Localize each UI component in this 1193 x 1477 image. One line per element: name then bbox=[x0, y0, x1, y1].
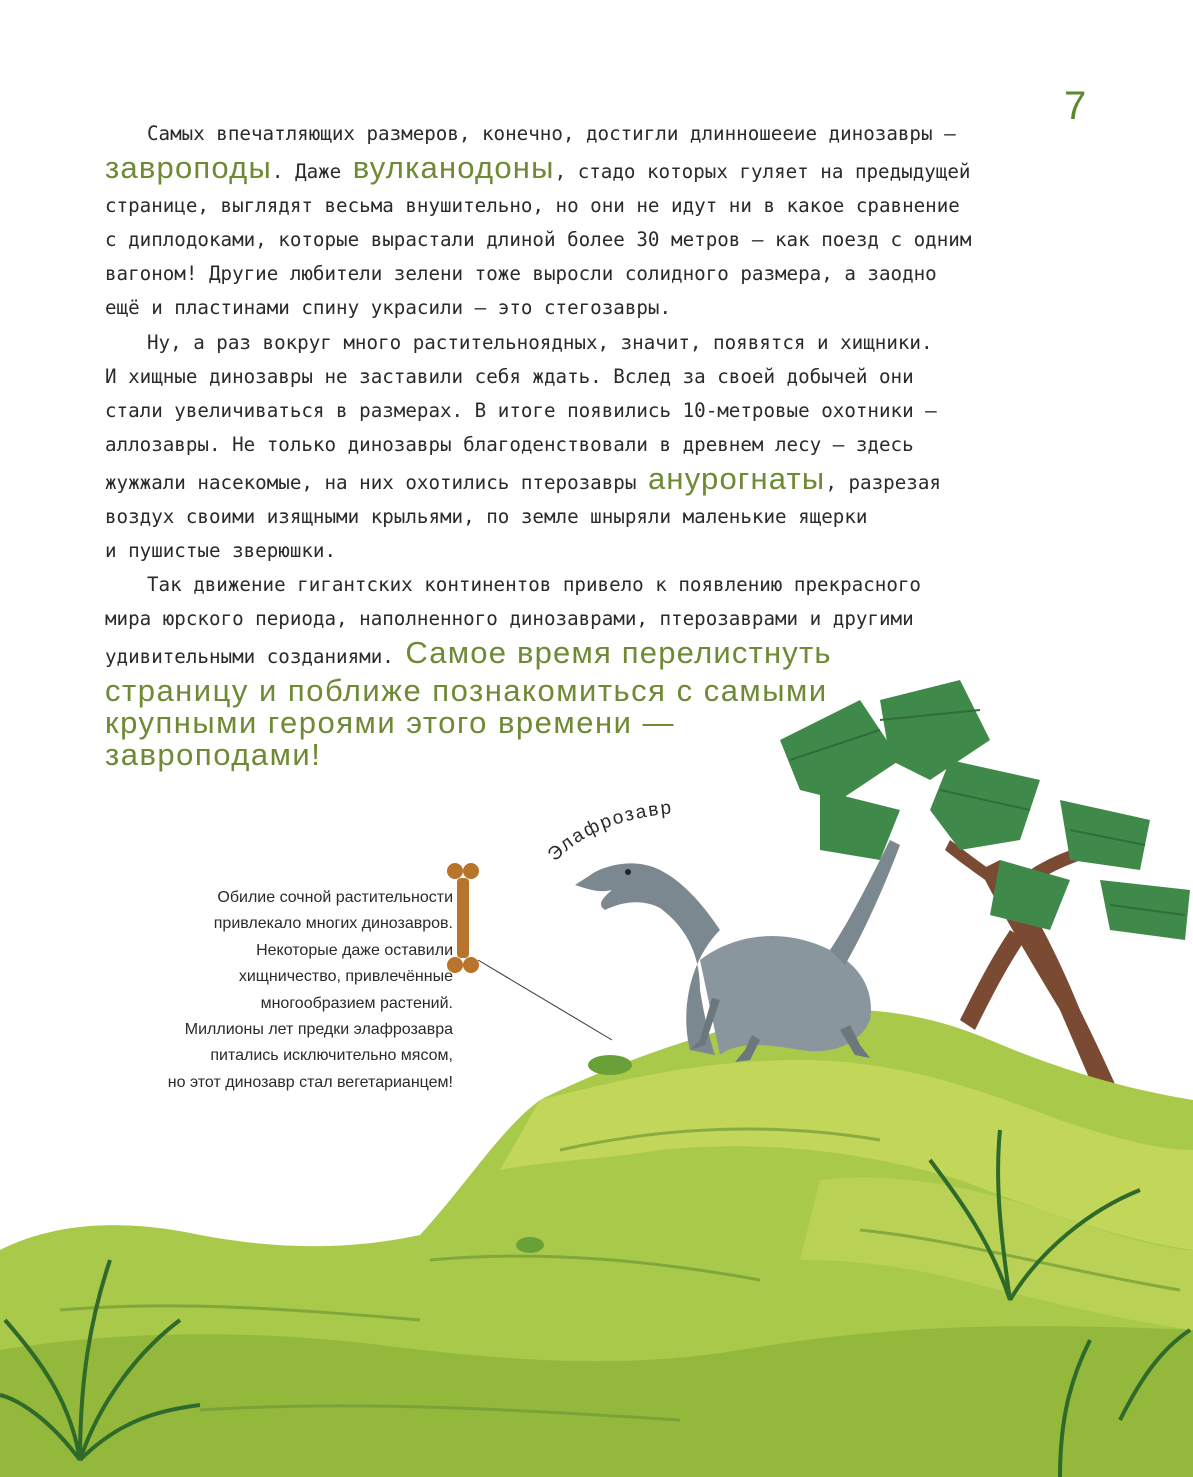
elaphrosaurus-figure bbox=[575, 840, 900, 1062]
text-line: вагоном! Другие любители зелени тоже выросли солидного размера, а заодно bbox=[105, 262, 937, 286]
text-line: Ну, а раз вокруг много растительноядных, значит, появятся и хищники. bbox=[147, 330, 933, 354]
paragraph-3 bbox=[105, 568, 1105, 674]
caption-pointer-line bbox=[478, 960, 612, 1040]
finale-callout bbox=[105, 672, 1105, 772]
caption-line: привлекало многих динозавров. bbox=[213, 915, 453, 933]
highlight-term: Самое время перелистнуть bbox=[405, 635, 832, 671]
highlight-term: вулканодоны bbox=[352, 150, 555, 186]
text-fragment: , стадо которых гуляет на предыдущей bbox=[554, 160, 971, 184]
text-fragment: . Даже bbox=[271, 160, 353, 184]
text-line: странице, выглядят весьма внушительно, но они не идут ни в какое сравнение bbox=[105, 194, 960, 218]
caption-line: но этот динозавр стал вегетарианцем! bbox=[167, 1073, 453, 1091]
caption-line: Некоторые даже оставили bbox=[256, 941, 453, 959]
finale-line: страницу и поближе познакомиться с самыми bbox=[105, 672, 828, 708]
highlight-term: анурогнаты bbox=[647, 460, 826, 496]
body-text bbox=[105, 117, 1105, 771]
caption-line: питались исключительно мясом, bbox=[210, 1047, 453, 1065]
text-line: аллозавры. Не только динозавры благоденствовали в древнем лесу — здесь bbox=[105, 432, 914, 456]
text-line: Так движение гигантских континентов привело к появлению прекрасного bbox=[147, 573, 921, 597]
text-line: с диплодоками, которые вырастали длиной более 30 метров — как поезд с одним bbox=[105, 228, 972, 252]
text-line: и пушистые зверюшки. bbox=[105, 539, 337, 563]
dino-label: Элафрозавр bbox=[543, 797, 675, 866]
paragraph-2 bbox=[105, 326, 1105, 569]
highlight-term: завроподы bbox=[105, 150, 272, 186]
text-line: стали увеличиваться в размерах. В итоге появились 10-метровые охотники — bbox=[105, 398, 937, 422]
caption-line: Миллионы лет предки элафрозавра bbox=[184, 1021, 453, 1039]
paragraph-1 bbox=[105, 117, 1105, 326]
text-line: воздух своими изящными крыльями, по земле шныряли маленькие ящерки bbox=[105, 505, 868, 529]
text-fragment: жужжали насекомые, на них охотились птерозавры bbox=[105, 470, 648, 494]
finale-line: крупными героями этого времени — bbox=[105, 704, 676, 740]
page-number: 7 bbox=[1064, 84, 1087, 128]
text-line: мира юрского периода, наполненного динозаврами, птерозаврами и другими bbox=[105, 607, 914, 631]
caption-line: хищничество, привлечённые bbox=[238, 968, 453, 986]
text-line: ещё и пластинами спину украсили — это стегозавры. bbox=[105, 296, 672, 320]
text-line: Самых впечатляющих размеров, конечно, достигли длинношееие динозавры — bbox=[147, 122, 956, 145]
text-fragment: , разрезая bbox=[825, 470, 941, 494]
text-fragment: удивительными созданиями. bbox=[105, 645, 406, 669]
finale-line: завроподами! bbox=[105, 736, 322, 772]
caption-line: Обилие сочной растительности bbox=[217, 889, 453, 906]
caption-line: многообразием растений. bbox=[260, 994, 453, 1012]
text-line: И хищные динозавры не заставили себя ждать. Вслед за своей добычей они bbox=[105, 364, 914, 388]
caption bbox=[73, 885, 453, 1096]
